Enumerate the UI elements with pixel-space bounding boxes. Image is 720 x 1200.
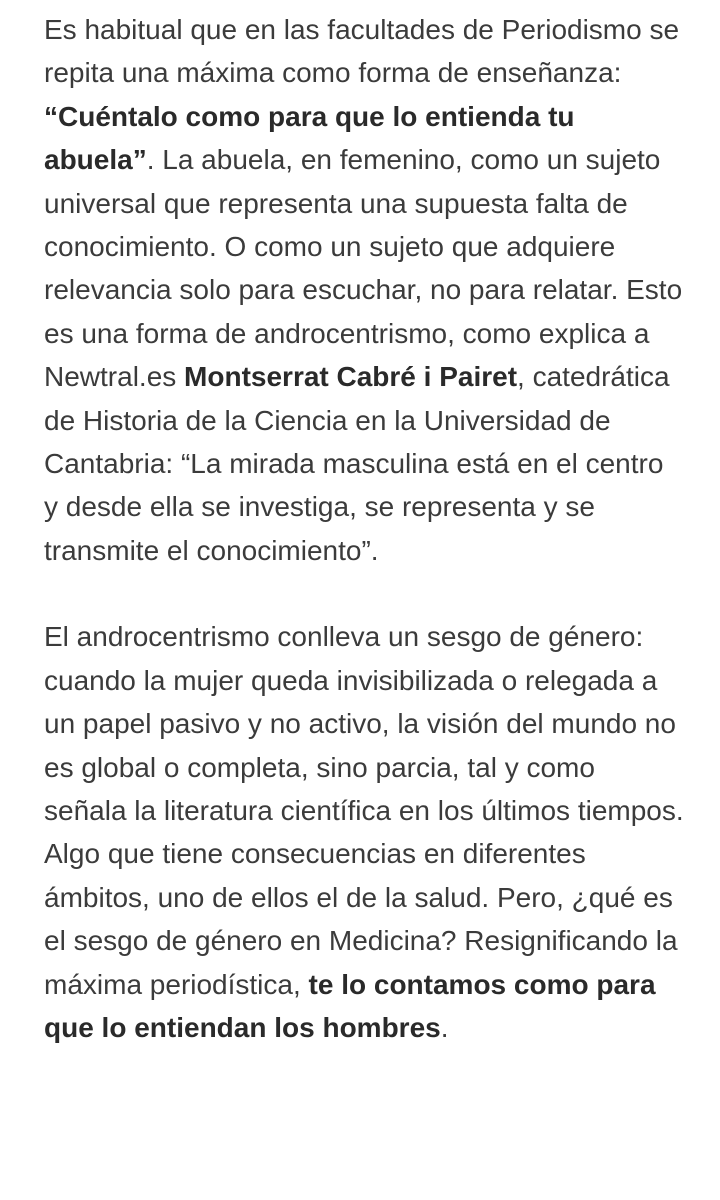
paragraph-text: El androcentrismo conlleva un sesgo de género: cuando la mujer queda invisibilizada o relegada a un papel pasivo y no activo, la visión del mundo no es global o completa, sino parcia, tal y como señala la literatura científica en los últimos tiempos. Algo que tiene consecuencias en diferentes ámbitos, uno de ellos el de la salud. Pero, ¿qué es el sesgo de género en Medicina? Resignificando la máxima periodística, [44,621,684,1000]
article-body [44,8,684,1049]
paragraph-androcentrism-intro [44,8,684,572]
expert-name: Montserrat Cabré i Pairet [184,361,518,393]
highlighted-statement-hombres: te lo contamos como para que lo entiendan los hombres [44,968,656,1043]
highlighted-quote-abuela: “Cuéntalo como para que lo entienda tu abuela” [44,100,575,176]
paragraph-text: . [440,1011,449,1043]
paragraph-text: Es habitual que en las facultades de Periodismo se repita una máxima como forma de enseñanza: [44,14,680,89]
paragraph-gender-bias [44,615,684,1049]
paragraph-text: , catedrática de Historia de la Ciencia en la Universidad de Cantabria: “La mirada masculina está en el centro y desde ella se investiga, se representa y se transmite el conocimiento”. [44,361,670,566]
paragraph-text: . La abuela, en femenino, como un sujeto universal que representa una supuesta falta de conocimiento. O como un sujeto que adquiere relevancia solo para escuchar, no para relatar. Esto es una forma de androcentrismo, como explica a Newtral.es [44,144,683,393]
